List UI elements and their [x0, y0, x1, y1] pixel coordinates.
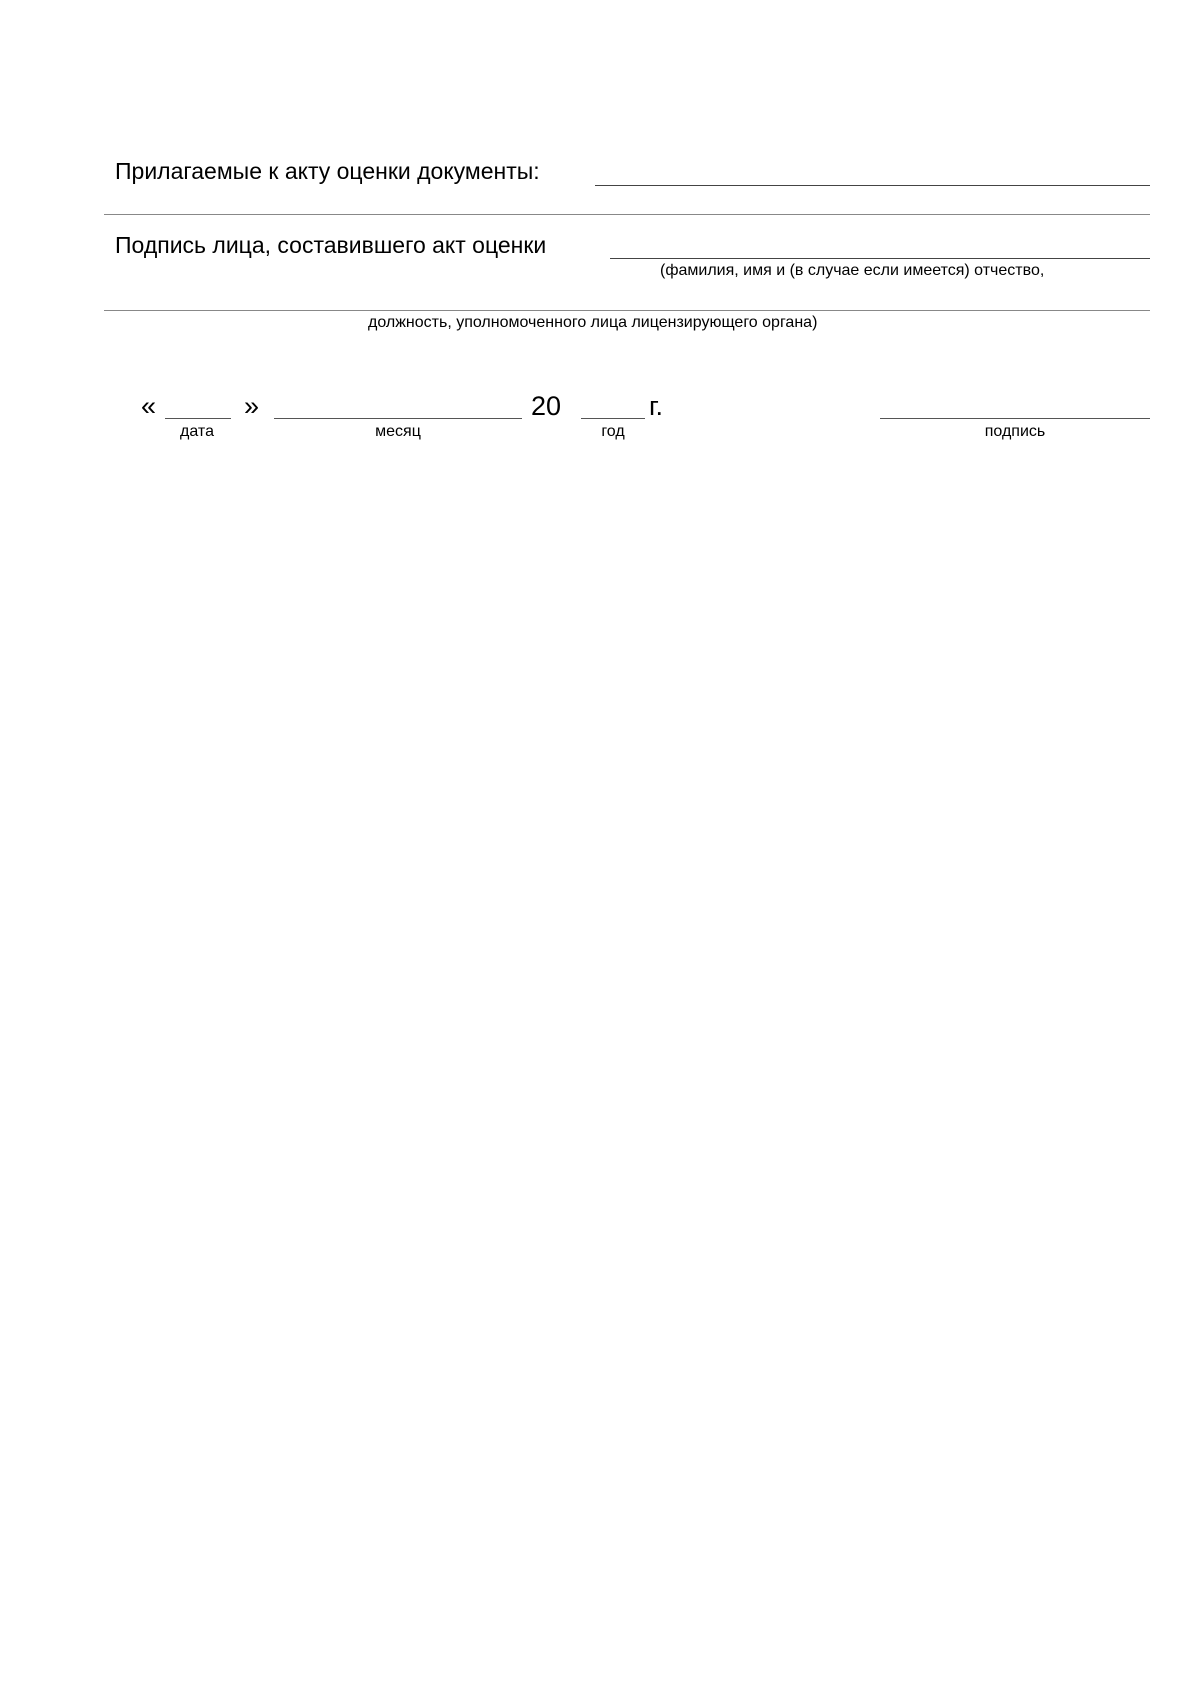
attached-documents-label: Прилагаемые к акту оценки документы: — [115, 158, 540, 184]
date-year-suffix: г. — [649, 391, 664, 421]
signature-person-hint-2: должность, уполномоченного лица лицензирующего органа) — [368, 314, 818, 331]
month-caption: месяц — [375, 423, 421, 440]
signature-person-position-field[interactable] — [104, 310, 1150, 311]
year-caption: год — [601, 423, 625, 440]
attached-documents-field[interactable] — [595, 185, 1150, 186]
signature-caption: подпись — [984, 423, 1046, 440]
date-month-field[interactable] — [274, 418, 522, 419]
signature-person-name-field[interactable] — [610, 258, 1150, 259]
signature-person-label: Подпись лица, составившего акт оценки — [115, 232, 547, 258]
signature-person-hint-1: (фамилия, имя и (в случае если имеется) отчество, — [660, 262, 1045, 279]
divider — [104, 214, 1150, 215]
date-day-field[interactable] — [165, 418, 231, 419]
date-open-quote: « — [141, 391, 157, 421]
day-caption: дата — [180, 423, 214, 440]
date-century: 20 — [531, 391, 562, 421]
date-year-field[interactable] — [581, 418, 645, 419]
date-close-quote: » — [244, 391, 260, 421]
signature-field[interactable] — [880, 418, 1150, 419]
